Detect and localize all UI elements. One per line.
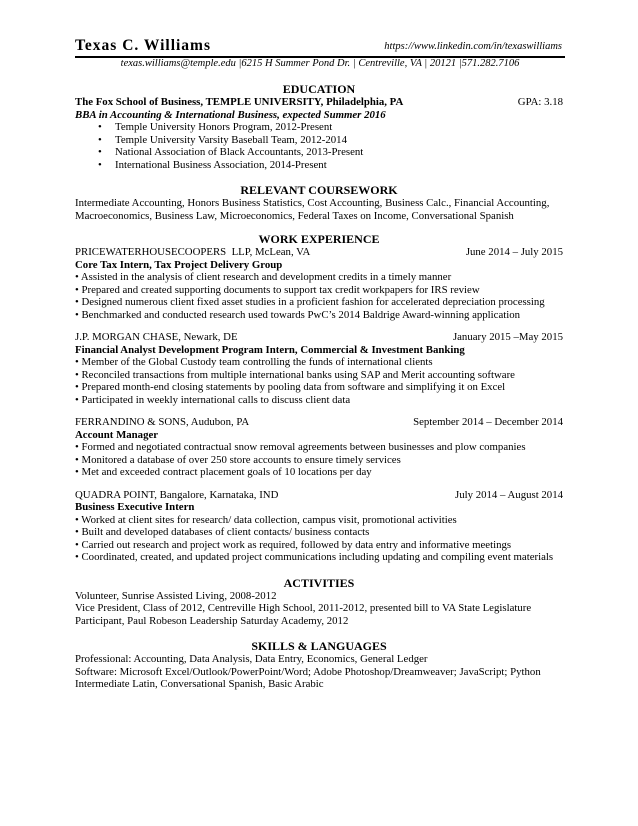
activity-line: Participant, Paul Robeson Leadership Saturday Academy, 2012	[75, 614, 349, 627]
list-item: • Prepared month-end closing statements by pooling data from software and simplifying it on Excel	[75, 381, 506, 393]
candidate-name: Texas C. Williams	[75, 37, 212, 54]
job-role: Business Executive Intern	[75, 501, 195, 513]
activities-heading: ACTIVITIES	[283, 575, 355, 590]
job-company: J.P. MORGAN CHASE, Newark, DE	[75, 331, 238, 343]
skills-heading: SKILLS & LANGUAGES	[251, 639, 387, 653]
resume-body	[75, 82, 563, 691]
job-dates: January 2015 –May 2015	[452, 331, 563, 343]
list-item: • Temple University Honors Program, 2012-Present	[115, 121, 563, 134]
list-item: • Temple University Varsity Baseball Team, 2012-2014	[115, 134, 563, 147]
list-item: • Worked at client sites for research/ data collection, campus visit, promotional activities	[75, 513, 457, 526]
list-item: • Coordinated, created, and updated project communications including updating and compiling event materials	[75, 551, 554, 563]
job-header	[75, 331, 563, 344]
list-item: • International Business Association, 2014-Present	[115, 159, 563, 172]
job-header	[75, 489, 563, 502]
coursework-heading: RELEVANT COURSEWORK	[240, 183, 398, 197]
skills-line: Software: Microsoft Excel/Outlook/PowerPoint/Word; Adobe Photoshop/Dreamweaver; JavaScript; Python	[75, 665, 541, 678]
job-bullets	[75, 356, 563, 406]
degree: BBA in Accounting & International Business, expected Summer 2016	[75, 108, 386, 121]
job-bullets	[75, 271, 563, 321]
skills-line: Professional: Accounting, Data Analysis, Data Entry, Economics, General Ledger	[75, 653, 428, 665]
list-item: • Benchmarked and conducted research used towards PwC’s 2014 Baldrige Award-winning application	[75, 308, 521, 321]
education-list	[75, 121, 563, 171]
list-item: • Prepared and created supporting documents to support tax credit workpapers for IRS review	[75, 283, 480, 296]
list-item: • Formed and negotiated contractual snow removal agreements between businesses and plow companies	[75, 441, 526, 453]
skills-line: Intermediate Latin, Conversational Spanish, Basic Arabic	[75, 678, 324, 690]
job-entry	[75, 246, 563, 321]
list-item: • Built and developed databases of client contacts/ business contacts	[75, 526, 370, 538]
contact-line: texas.williams@temple.edu |6215 H Summer Pond Dr. | Centreville, VA | 20121 |571.282.7106	[120, 58, 520, 69]
job-company: FERRANDINO & SONS, Audubon, PA	[75, 416, 250, 428]
job-entry	[75, 331, 563, 406]
list-item: • Participated in weekly international calls to discuss client data	[75, 393, 351, 406]
list-item: • Met and exceeded contract placement goals of 10 locations per day	[75, 466, 372, 478]
list-item: • Carried out research and project work as required, followed by data entry and informative meetings	[75, 538, 512, 551]
job-dates: July 2014 – August 2014	[455, 488, 563, 501]
list-item: • Assisted in the analysis of client research and development credits in a timely manner	[75, 271, 452, 283]
list-item: • National Association of Black Accountants, 2013-Present	[115, 146, 563, 159]
school-name: The Fox School of Business, TEMPLE UNIVERSITY, Philadelphia, PA	[75, 96, 404, 108]
job-bullets	[75, 514, 563, 564]
job-entry	[75, 416, 563, 479]
job-dates: September 2014 – December 2014	[413, 416, 563, 428]
job-role: Core Tax Intern, Tax Project Delivery Group	[75, 258, 283, 271]
education-heading: EDUCATION	[282, 82, 356, 96]
activity-line: Vice President, Class of 2012, Centreville High School, 2011-2012, presented bill to VA State Legislature	[75, 602, 532, 614]
list-item: • Monitored a database of over 250 store accounts to ensure timely services	[75, 453, 401, 466]
list-item: • Member of the Global Custody team controlling the funds of international clients	[75, 356, 433, 368]
job-header	[75, 416, 563, 429]
job-header	[75, 246, 563, 259]
job-company: PRICEWATERHOUSECOOPERS LLP, McLean, VA	[75, 246, 311, 258]
job-bullets	[75, 441, 563, 479]
work-heading: WORK EXPERIENCE	[258, 232, 380, 246]
job-role: Financial Analyst Development Program Intern, Commercial & Investment Banking	[75, 343, 465, 356]
gpa: GPA: 3.18	[517, 96, 563, 108]
job-dates: June 2014 – July 2015	[465, 246, 563, 258]
job-role: Account Manager	[75, 428, 159, 441]
coursework-text: Intermediate Accounting, Honors Business Statistics, Cost Accounting, Business Calc., Financial Accounting, Macroeconomics, Business Law, Microeconomics, Federal Taxes on Income, Conversational Spanish	[75, 197, 550, 222]
list-item: • Designed numerous client fixed asset studies in a proficient fashion for accelerated depreciation processing	[75, 296, 545, 308]
linkedin-link[interactable]: https://www.linkedin.com/in/texaswilliams	[384, 41, 562, 52]
list-item: • Reconciled transactions from multiple international banks using SAP and Merit accounting software	[75, 368, 515, 381]
job-company: QUADRA POINT, Bangalore, Karnataka, IND	[75, 488, 279, 501]
activity-line: Volunteer, Sunrise Assisted Living, 2008-2012	[75, 589, 277, 602]
education-school-row	[75, 96, 563, 109]
job-entry	[75, 489, 563, 564]
